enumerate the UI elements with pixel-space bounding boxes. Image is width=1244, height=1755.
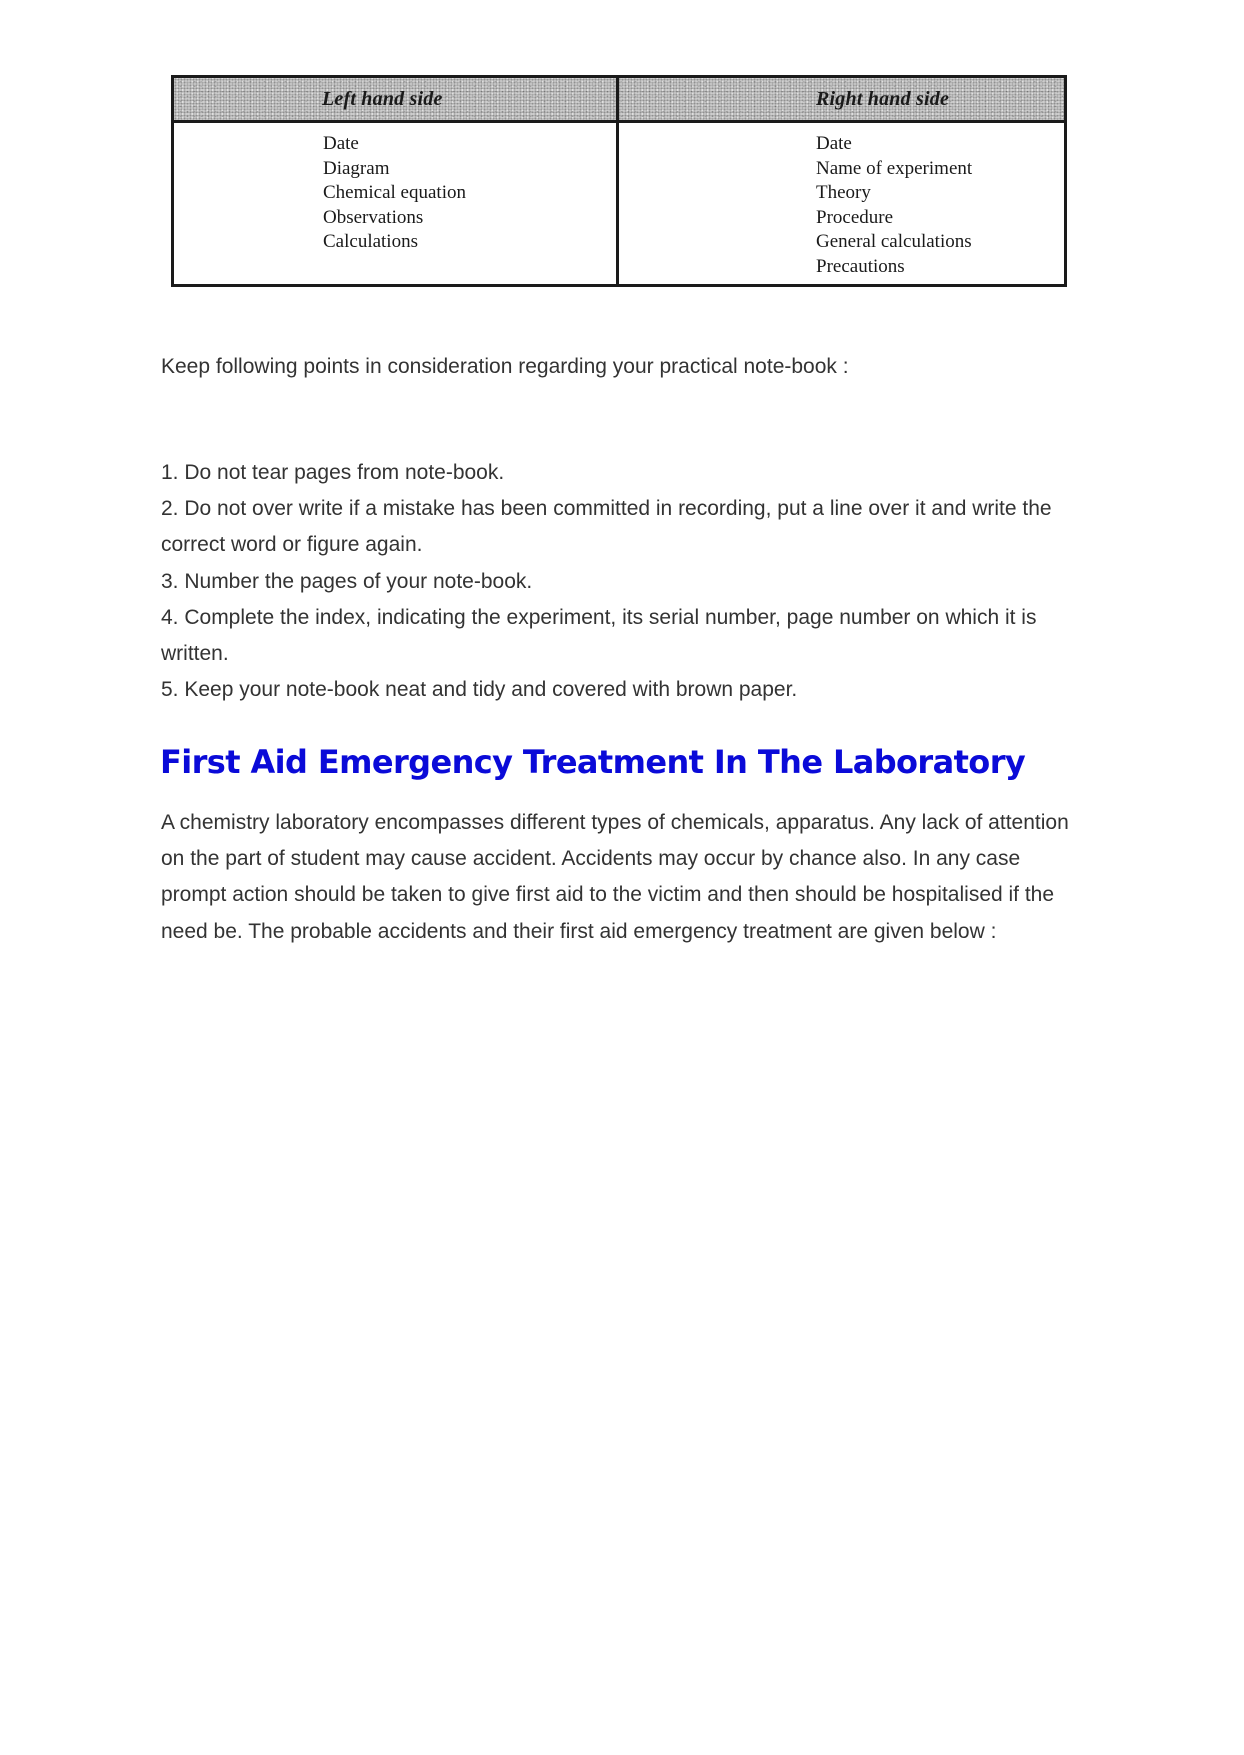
- list-item: Calculations: [323, 231, 418, 252]
- list-item: 3. Number the pages of your note-book.: [161, 569, 533, 593]
- notebook-points-list: [161, 455, 1091, 708]
- notebook-layout-table: [171, 75, 1067, 287]
- left-hand-side-column: [174, 123, 619, 284]
- right-hand-side-header: Right hand side: [816, 88, 950, 110]
- left-hand-side-header: Left hand side: [174, 78, 619, 120]
- first-aid-paragraph: A chemistry laboratory encompasses different types of chemicals, apparatus. Any lack of attention on the part of student may cause accident. Accidents may occur by chance also. In any case prompt action should be taken to give first aid to the victim and then should be hospitalised if the need be. The probable accidents and their first aid emergency treatment are given below :: [161, 811, 1069, 943]
- list-item: General calculations: [816, 231, 972, 252]
- list-item: Chemical equation: [323, 182, 466, 203]
- list-item: Procedure: [816, 206, 894, 228]
- first-aid-heading: First Aid Emergency Treatment In The Laboratory: [160, 743, 1026, 781]
- list-item: 5. Keep your note-book neat and tidy and covered with brown paper.: [161, 678, 798, 702]
- list-item: Name of experiment: [816, 157, 973, 179]
- list-item: Observations: [323, 206, 424, 228]
- table-header-row: [174, 78, 1064, 123]
- list-item: Date: [816, 133, 852, 154]
- table-body-row: [174, 123, 1064, 284]
- intro-paragraph: Keep following points in consideration regarding your practical note-book :: [161, 355, 849, 378]
- list-item: Precautions: [816, 255, 905, 277]
- left-hand-side-list: [323, 132, 466, 255]
- list-item: 2. Do not over write if a mistake has been committed in recording, put a line over it and write the correct word or figure again.: [161, 497, 1052, 557]
- list-item: 4. Complete the index, indicating the experiment, its serial number, page number on which it is written.: [161, 605, 1037, 666]
- list-item: Date: [323, 133, 359, 154]
- list-item: 1. Do not tear pages from note-book.: [161, 461, 505, 484]
- list-item: Diagram: [323, 157, 390, 179]
- right-hand-side-list: [816, 132, 972, 279]
- right-hand-side-column: [619, 123, 1064, 284]
- list-item: Theory: [816, 182, 871, 203]
